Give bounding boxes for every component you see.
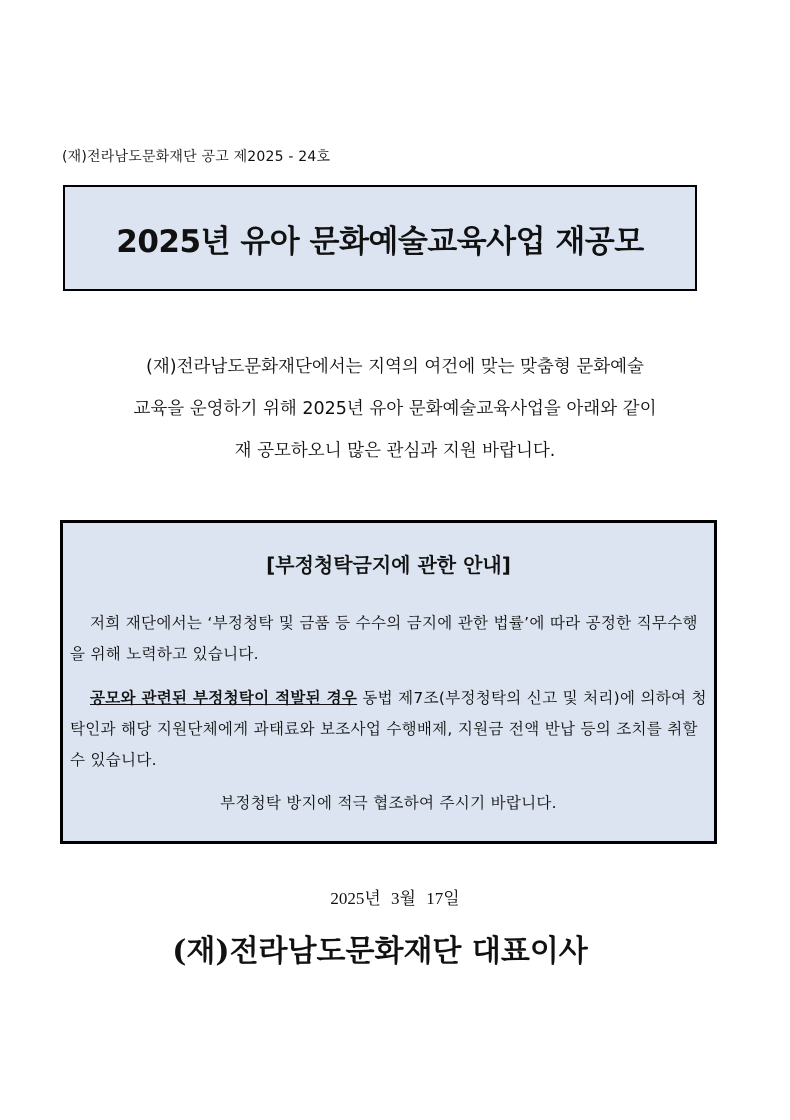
notice-heading: [부정청탁금지에 관한 안내] — [266, 553, 511, 577]
notice-paragraph-text: 동법 제7조(부정청탁의 신고 및 처리)에 의하여 청탁인과 해당 지원단체에게 과태료와 보조사업 수행배제, 지원금 전액 반납 등의 조치를 취할 수 있습니다. — [70, 689, 707, 769]
page-title: 2025년 유아 문화예술교육사업 재공모 — [116, 223, 644, 260]
notice-emphasis-text: 공모와 관련된 부정청탁이 적발된 경우 — [90, 689, 358, 707]
intro-line: 재 공모하오니 많은 관심과 지원 바랍니다. — [234, 441, 556, 461]
notice-paragraph — [70, 683, 710, 776]
issuer-signature: (재)전라남도문화재단 대표이사 — [172, 934, 588, 969]
intro-line: 교육을 운영하기 위해 2025년 유아 문화예술교육사업을 아래와 같이 — [133, 399, 657, 419]
intro-paragraph — [50, 346, 740, 472]
notice-paragraph-text: 저희 재단에서는 ‘부정청탁 및 금품 등 수수의 금지에 관한 법률’에 따라 공정한 직무수행을 위해 노력하고 있습니다. — [70, 614, 698, 663]
title-box — [63, 185, 697, 291]
notice-paragraph — [70, 608, 710, 670]
notice-number: (재)전라남도문화재단 공고 제2025 - 24호 — [62, 149, 331, 165]
intro-line: (재)전라남도문화재단에서는 지역의 여건에 맞는 맞춤형 문화예술 — [146, 357, 644, 377]
notice-closing: 부정청탁 방지에 적극 협조하여 주시기 바랍니다. — [220, 794, 557, 812]
announcement-date: 2025년 3월 17일 — [330, 889, 460, 908]
anti-graft-notice-box — [60, 520, 717, 844]
